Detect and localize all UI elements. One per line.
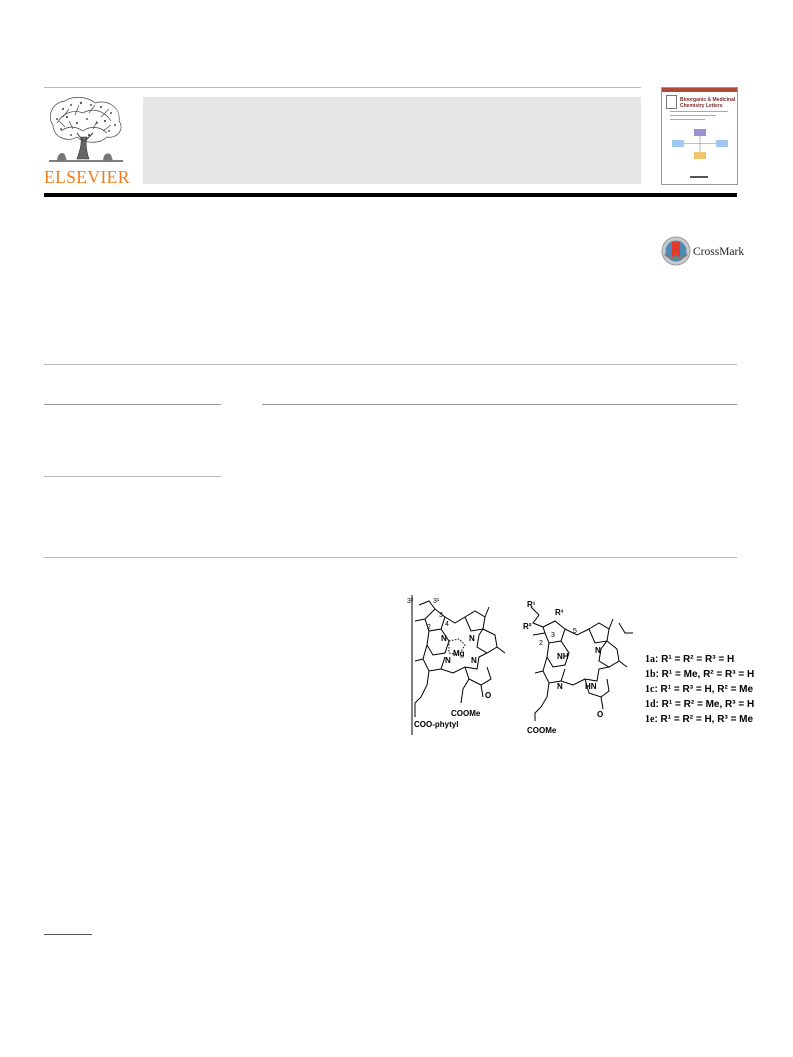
left-n-1: N bbox=[441, 634, 447, 643]
cover-footer-mark bbox=[690, 176, 708, 178]
header-top-rule bbox=[44, 87, 641, 88]
compound-id: 1d bbox=[645, 699, 656, 710]
cover-graphic bbox=[670, 128, 730, 162]
right-nh-lower: HN bbox=[585, 682, 597, 691]
left-pos-2: 2 bbox=[427, 624, 431, 631]
article-info-column-rule bbox=[44, 404, 221, 405]
right-pos-3: 3 bbox=[551, 632, 555, 639]
crossmark-badge[interactable] bbox=[661, 236, 745, 268]
compound-definition: : R¹ = R² = H, R³ = Me bbox=[654, 714, 754, 725]
cover-title-line2: Chemistry Letters bbox=[680, 103, 723, 109]
left-carbonyl-o: O bbox=[485, 691, 492, 700]
right-pos-2: 2 bbox=[539, 640, 543, 647]
compound-id: 1b bbox=[645, 669, 656, 680]
compound-definition: : R¹ = R² = R³ = H bbox=[655, 654, 735, 665]
article-body-rule bbox=[44, 557, 737, 558]
cover-journal-logo bbox=[666, 95, 677, 109]
right-pos-5: 5 bbox=[573, 628, 577, 635]
header-thick-rule bbox=[44, 193, 737, 197]
publisher-logo bbox=[43, 95, 130, 187]
left-n-2: N bbox=[469, 634, 475, 643]
left-pos-3: 3 bbox=[439, 612, 443, 619]
compound-id: 1e bbox=[645, 714, 655, 725]
left-pos-3-2: 3² bbox=[407, 598, 414, 605]
right-carbonyl-o: O bbox=[597, 710, 604, 719]
left-pos-4: 4 bbox=[445, 621, 449, 628]
compound-legend bbox=[645, 654, 755, 729]
left-metal-mg: Mg bbox=[453, 649, 465, 658]
left-n-3: N bbox=[445, 656, 451, 665]
right-r1: R¹ bbox=[527, 600, 536, 609]
elsevier-wordmark: ELSEVIER bbox=[44, 167, 130, 187]
chemical-structures-figure bbox=[405, 593, 755, 738]
right-r2: R² bbox=[523, 622, 532, 631]
left-ester-label: COOMe bbox=[451, 709, 481, 718]
crossmark-icon bbox=[661, 236, 691, 266]
compound-id: 1a bbox=[645, 654, 655, 665]
compound-1d bbox=[645, 699, 755, 714]
left-tail-label: COO-phytyl bbox=[414, 720, 459, 729]
right-ester-label: COOMe bbox=[527, 726, 557, 735]
elsevier-tree-logo bbox=[43, 95, 127, 167]
compound-1e bbox=[645, 714, 754, 729]
cover-text-lines bbox=[670, 111, 728, 123]
left-n-4: N bbox=[471, 656, 477, 665]
compound-1b bbox=[645, 669, 755, 684]
compound-definition: : R¹ = Me, R² = R³ = H bbox=[655, 669, 755, 680]
keywords-rule bbox=[44, 476, 221, 477]
journal-banner bbox=[143, 97, 641, 184]
compound-definition: : R¹ = R³ = H, R² = Me bbox=[654, 684, 754, 695]
crossmark-label: CrossMark bbox=[693, 246, 745, 258]
article-info-top-rule bbox=[44, 364, 737, 365]
abstract-column-rule bbox=[262, 404, 737, 405]
right-n-2: N bbox=[557, 682, 563, 691]
cover-title-line1: Bioorganic & Medicinal bbox=[680, 97, 736, 103]
compound-id: 1c bbox=[645, 684, 655, 695]
compound-1c bbox=[645, 684, 754, 699]
compound-definition: : R¹ = R² = Me, R³ = H bbox=[655, 699, 755, 710]
right-n-1: N bbox=[595, 646, 601, 655]
left-pos-3-1: 3¹ bbox=[433, 598, 440, 605]
journal-cover-thumbnail bbox=[661, 87, 738, 185]
compound-1a bbox=[645, 654, 740, 669]
footnote-rule bbox=[44, 934, 92, 935]
cover-accent-bar bbox=[662, 88, 737, 92]
right-nh-upper: NH bbox=[557, 652, 569, 661]
right-r3: R³ bbox=[555, 608, 564, 617]
